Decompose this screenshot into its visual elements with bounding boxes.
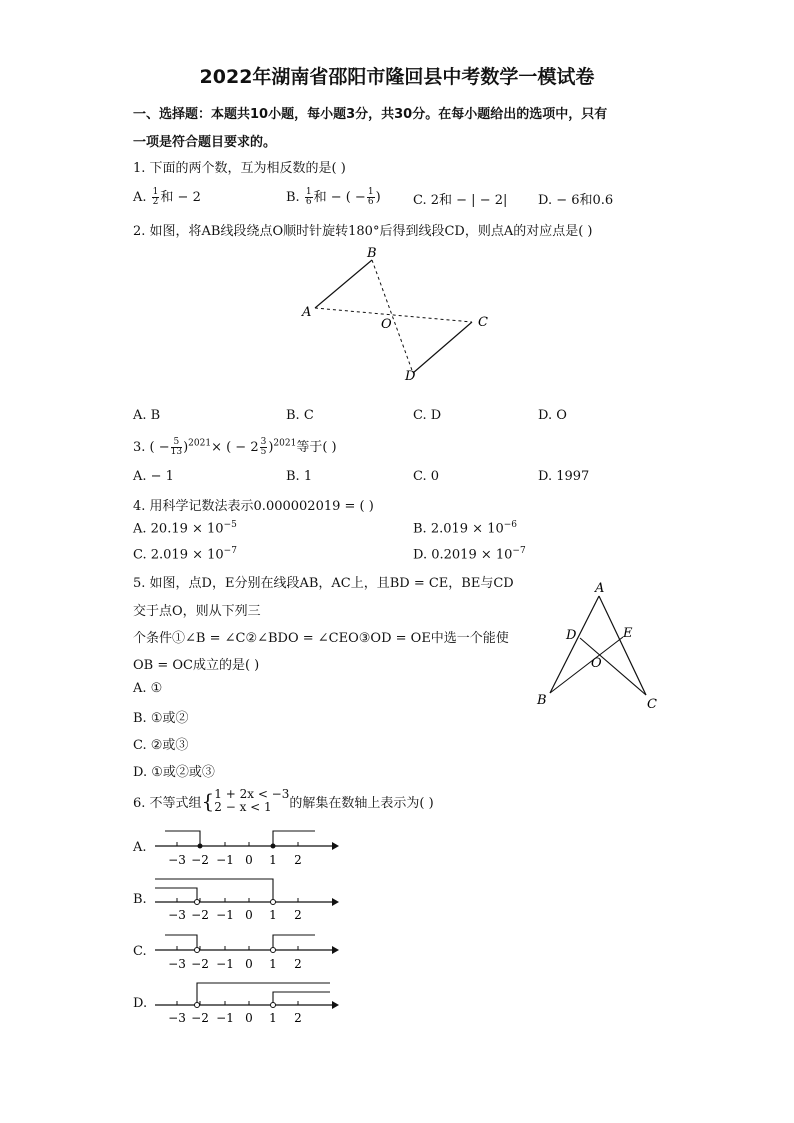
svg-text:−3: −3 xyxy=(168,853,186,867)
fraction: $\frac{1}{6}$ xyxy=(305,187,312,207)
svg-text:−3: −3 xyxy=(168,1011,186,1025)
question-5-line1: 5. 如图，点D，E分别在线段AB，AC上，且BD = CE，BE与CD xyxy=(133,576,514,591)
q5-option-c[interactable]: C. ②或③ xyxy=(133,738,189,753)
svg-text:−2: −2 xyxy=(191,853,209,867)
question-6-stem: 6. 不等式组{ 1 + 2x < −3 2 − x < 1 的解集在数轴上表示为( ) xyxy=(133,787,434,814)
svg-text:−2: −2 xyxy=(191,1011,209,1025)
svg-text:−3: −3 xyxy=(168,957,186,971)
svg-text:1: 1 xyxy=(269,957,277,971)
segment-cd xyxy=(580,638,646,695)
question-5-line4: OB = OC成立的是( ) xyxy=(133,658,260,673)
q2-option-b[interactable]: B. C xyxy=(286,408,314,423)
q4-option-b[interactable]: B. $2.019 \times 10^{-6}$ xyxy=(413,520,518,537)
segment-ab xyxy=(315,260,372,308)
svg-text:2: 2 xyxy=(294,1011,302,1025)
svg-text:−1: −1 xyxy=(216,908,234,922)
fraction: $\frac{1}{6}$ xyxy=(367,187,374,207)
section-heading-line2: 一项是符合题目要求的。 xyxy=(133,135,277,150)
q6-number-line-d[interactable] xyxy=(150,980,340,1025)
q2-option-a[interactable]: A. B xyxy=(133,408,161,423)
q6-number-line-b[interactable] xyxy=(150,877,340,922)
fraction: $\frac{1}{2}$ xyxy=(152,187,159,207)
triangle-figure xyxy=(530,578,665,713)
question-4-stem: 4. 用科学记数法表示0.000002019 = ( ) xyxy=(133,499,374,514)
question-5-line2: 交于点O，则从下列三 xyxy=(133,604,261,619)
label-e: E xyxy=(623,626,633,641)
svg-text:−1: −1 xyxy=(216,853,234,867)
fraction: $\frac{3}{5}$ xyxy=(260,437,267,457)
label-c: C xyxy=(478,315,488,330)
q3-option-b[interactable]: B. 1 xyxy=(286,469,313,484)
rotation-figure xyxy=(295,245,495,385)
label-b: B xyxy=(537,693,547,708)
q1-option-a[interactable]: A. $\frac{1}{2}$ 和 − 2 xyxy=(133,187,201,207)
side-ac xyxy=(599,596,646,695)
question-3-stem: 3. ( − $\frac{5}{13}$ )$^{2021}$× ( − 2 $\frac{3}{5}$ )$^{2021}$等于( ) xyxy=(133,437,337,457)
svg-text:0: 0 xyxy=(245,957,253,971)
svg-text:2: 2 xyxy=(294,853,302,867)
q5-option-b[interactable]: B. ①或② xyxy=(133,711,189,726)
q6-option-b-label[interactable]: B. xyxy=(133,892,147,907)
svg-text:0: 0 xyxy=(245,908,253,922)
q6-number-line-c[interactable] xyxy=(150,929,340,974)
svg-text:−3: −3 xyxy=(168,908,186,922)
label-b: B xyxy=(367,246,377,261)
label-o: O xyxy=(381,317,392,332)
page-title: 2022年湖南省邵阳市隆回县中考数学一模试卷 xyxy=(199,66,595,88)
q5-option-a[interactable]: A. ① xyxy=(133,681,163,696)
svg-text:1: 1 xyxy=(269,853,277,867)
q3-option-a[interactable]: A. − 1 xyxy=(133,469,174,484)
svg-text:−1: −1 xyxy=(216,1011,234,1025)
svg-text:−1: −1 xyxy=(216,957,234,971)
svg-text:1: 1 xyxy=(269,908,277,922)
q1-option-c[interactable]: C. 2和 − | − 2| xyxy=(413,193,508,208)
q6-option-d-label[interactable]: D. xyxy=(133,996,148,1011)
q1-option-d[interactable]: D. − 6和0.6 xyxy=(538,193,614,208)
label-c: C xyxy=(647,697,657,712)
label-o: O xyxy=(591,656,602,671)
q4-option-a[interactable]: A. $20.19 \times 10^{-5}$ xyxy=(133,520,237,537)
svg-text:2: 2 xyxy=(294,957,302,971)
q1-option-b[interactable]: B. $\frac{1}{6}$ 和 − ( − $\frac{1}{6}$ ) xyxy=(286,187,381,207)
side-ab xyxy=(550,596,599,693)
svg-text:−2: −2 xyxy=(191,908,209,922)
section-heading-line1: 一、选择题：本题共10小题，每小题3分，共30分。在每小题给出的选项中，只有 xyxy=(133,107,608,122)
segment-cd xyxy=(413,322,472,373)
q6-option-a-label[interactable]: A. xyxy=(133,840,147,855)
q2-option-d[interactable]: D. O xyxy=(538,408,567,423)
svg-text:0: 0 xyxy=(245,853,253,867)
q6-option-c-label[interactable]: C. xyxy=(133,944,147,959)
question-5-line3: 个条件①∠B = ∠C②∠BDO = ∠CEO③OD = OE中选一个能使 xyxy=(133,631,509,646)
segment-ac-dashed xyxy=(315,308,472,322)
q3-option-c[interactable]: C. 0 xyxy=(413,469,440,484)
q3-option-d[interactable]: D. 1997 xyxy=(538,469,590,484)
label-d: D xyxy=(566,628,577,643)
q4-option-d[interactable]: D. $0.2019 \times 10^{-7}$ xyxy=(413,546,526,563)
svg-text:0: 0 xyxy=(245,1011,253,1025)
label-a: A xyxy=(595,581,605,596)
svg-text:−2: −2 xyxy=(191,957,209,971)
q5-option-d[interactable]: D. ①或②或③ xyxy=(133,765,215,780)
svg-text:1: 1 xyxy=(269,1011,277,1025)
q2-option-c[interactable]: C. D xyxy=(413,408,442,423)
q4-option-c[interactable]: C. $2.019 \times 10^{-7}$ xyxy=(133,546,237,563)
question-1-stem: 1. 下面的两个数，互为相反数的是( ) xyxy=(133,161,346,176)
q6-number-line-a[interactable] xyxy=(150,825,340,870)
fraction: $\frac{5}{13}$ xyxy=(170,437,183,457)
label-d: D xyxy=(405,369,416,384)
svg-text:2: 2 xyxy=(294,908,302,922)
question-2-stem: 2. 如图，将AB线段绕点O顺时针旋转180°后得到线段CD，则点A的对应点是( ) xyxy=(133,224,593,239)
label-a: A xyxy=(302,305,312,320)
